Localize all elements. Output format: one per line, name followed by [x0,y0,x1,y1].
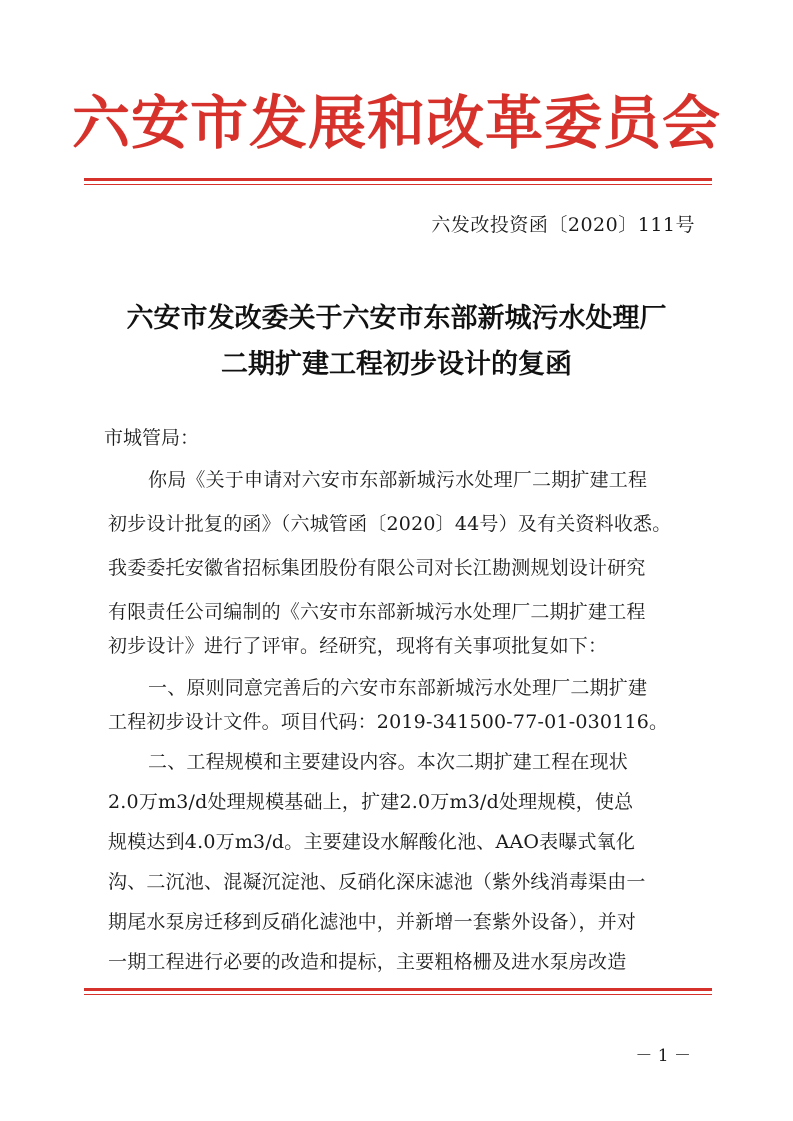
letterhead-rule-thick [84,178,712,181]
recipient: 市城管局： [104,427,200,449]
body-line: 初步设计》进行了评审。经研究，现将有关事项批复如下： [108,635,608,657]
body-line: 规模达到4.0万m3/d。主要建设水解酸化池、AAO表曝式氧化 [108,831,636,853]
body-line: 2.0万m3/d处理规模基础上，扩建2.0万m3/d处理规模，使总 [108,791,634,813]
body-line: 一、原则同意完善后的六安市东部新城污水处理厂二期扩建 [148,677,648,699]
page-number: － 1 － [635,1046,691,1066]
body-line: 工程初步设计文件。项目代码：2019-341500-77-01-030116。 [108,711,669,733]
body-line: 你局《关于申请对六安市东部新城污水处理厂二期扩建工程 [148,469,648,491]
footer-rule-thick [84,988,712,991]
document-title-line-2: 二期扩建工程初步设计的复函 [221,349,572,380]
letterhead-rule-thin [84,184,712,185]
body-line: 期尾水泵房迁移到反硝化滤池中，并新增一套紫外设备），并对 [108,911,637,933]
body-line: 二、工程规模和主要建设内容。本次二期扩建工程在现状 [148,751,629,773]
body-line: 沟、二沉池、混凝沉淀池、反硝化深床滤池（紫外线消毒渠由一 [108,871,646,893]
letterhead-title: 六安市发展和改革委员会 [71,89,721,157]
document-number: 六发改投资函〔2020〕111号 [431,214,695,236]
document-title-line-1: 六安市发改委关于六安市东部新城污水处理厂 [126,303,667,334]
body-line: 初步设计批复的函》（六城管函〔2020〕44号）及有关资料收悉。 [108,513,672,535]
footer-rule-thin [84,994,712,995]
body-line: 一期工程进行必要的改造和提标，主要粗格栅及进水泵房改造 [108,951,627,973]
body-line: 有限责任公司编制的《六安市东部新城污水处理厂二期扩建工程 [108,601,646,623]
body-line: 我委委托安徽省招标集团股份有限公司对长江勘测规划设计研究 [108,557,646,579]
